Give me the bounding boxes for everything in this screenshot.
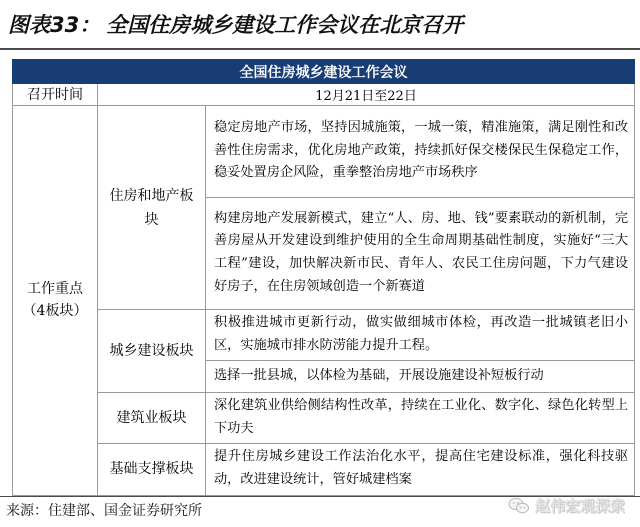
sector-urban-rural: 城乡建设板块 <box>98 310 206 393</box>
sector-construction: 建筑业板块 <box>98 393 206 444</box>
meeting-table <box>12 59 635 496</box>
date-label: 召开时间 <box>13 84 98 106</box>
figure-label: 图表33： <box>8 13 101 37</box>
title-divider <box>0 48 640 50</box>
housing-content-1: 稳定房地产市场，坚持因城施策，一城一策，精准施策，满足刚性和改善性住房需求，优化房地产政策，持续抓好保交楼保民生保稳定工作，稳妥处置房企风险，重拳整治房地产市场秩序 <box>206 106 635 198</box>
urban-content-2: 选择一批县城，以体检为基础，开展设施建设补短板行动 <box>206 361 635 393</box>
figure-title-text: 全国住房城乡建设工作会议在北京召开 <box>106 13 464 37</box>
foundation-content: 提升住房城乡建设工作法治化水平，提高住宅建设标准，强化科技驱动，改进建设统计，管好城建档案 <box>206 444 635 495</box>
date-value: 12月21日至22日 <box>98 84 635 106</box>
watermark-text: 赵伟宏观探索 <box>535 497 626 515</box>
source-note: 来源：住建部、国金证券研究所 <box>6 503 202 519</box>
sector-foundation: 基础支撑板块 <box>98 444 206 495</box>
sector-housing-line1: 住房和地产板 <box>109 187 194 204</box>
figure-title <box>8 6 632 44</box>
watermark <box>508 492 625 520</box>
focus-label-line1: 工作重点 <box>27 281 83 298</box>
urban-content-1: 积极推进城市更新行动，做实做细城市体检，再改造一批城镇老旧小区，实施城市排水防涝能力提升工程。 <box>206 310 635 361</box>
sector-housing-line2: 块 <box>144 211 159 228</box>
focus-label-line2: （4板块） <box>22 303 88 320</box>
housing-content-2: 构建房地产发展新模式，建立“人、房、地、钱”要素联动的新机制，完善房屋从开发建设到维护使用的全生命周期基础性制度，实施好“三大工程”建设，加快解决新市民、青年人、农民工住房问题，下力气建设好房子，在住房领域创造一个新赛道 <box>206 198 635 310</box>
wechat-icon <box>508 497 530 515</box>
table-banner: 全国住房城乡建设工作会议 <box>13 60 635 84</box>
focus-label <box>13 106 98 496</box>
sector-housing <box>98 106 206 310</box>
construction-content: 深化建筑业供给侧结构性改革，持续在工业化、数字化、绿色化转型上下功夫 <box>206 393 635 444</box>
